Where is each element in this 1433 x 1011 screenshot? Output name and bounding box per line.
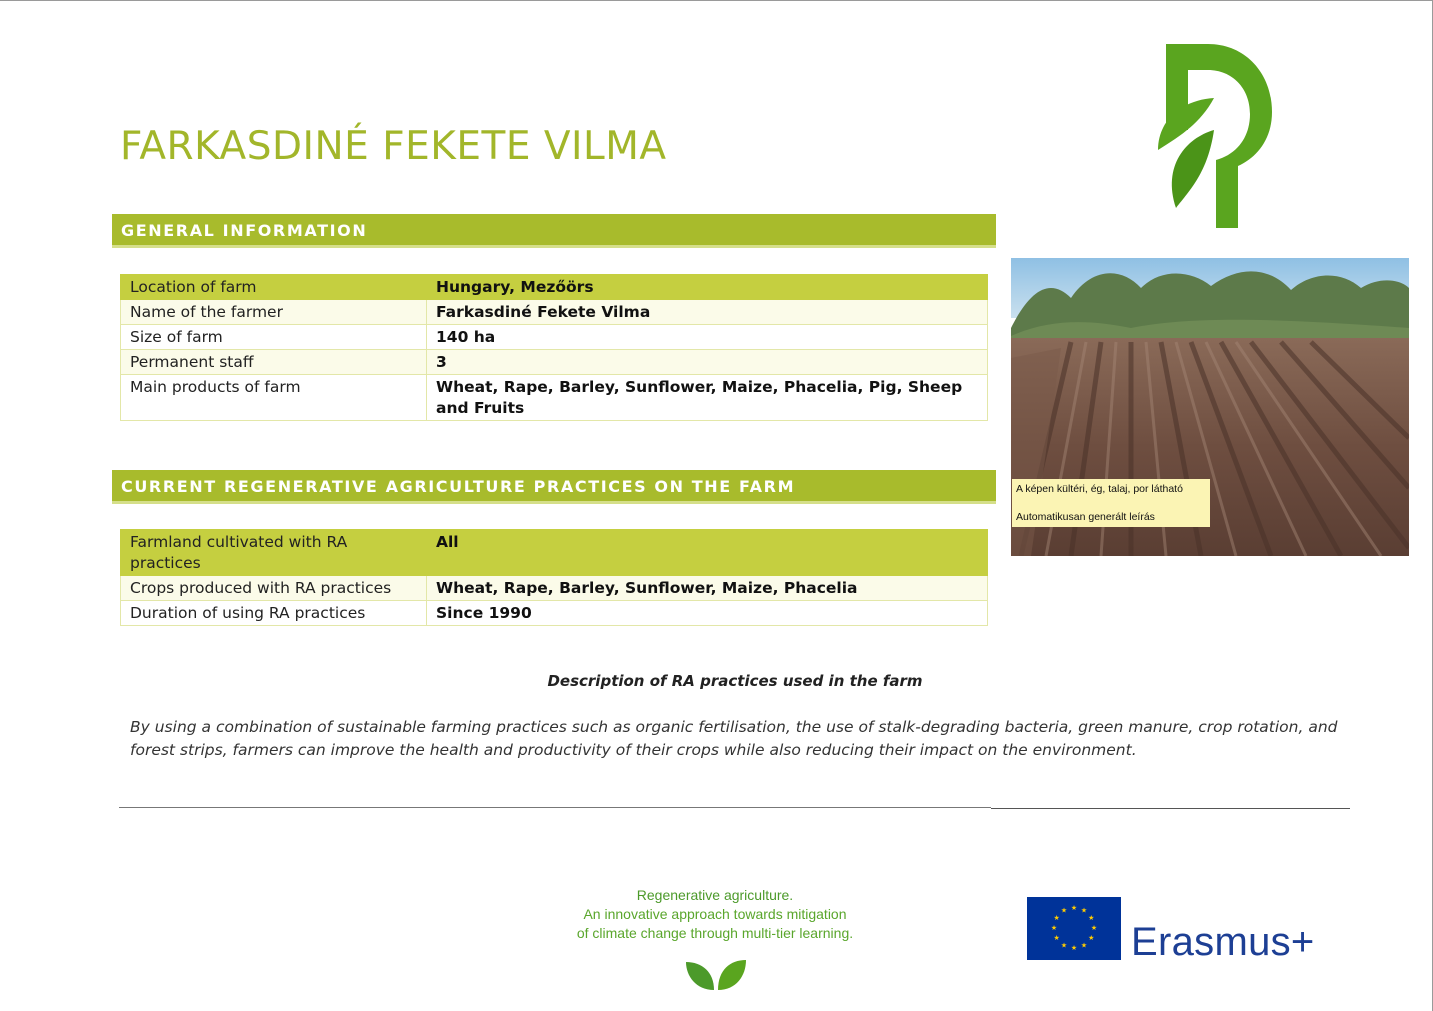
table-row (121, 325, 988, 350)
description-body: By using a combination of sustainable farming practices such as organic fertilisation, the use of stalk-degrading bacteria, green manure, crop rotation, and forest strips, farmers can improve the health and productivity of their crops while also reducing their impact on the environment. (130, 718, 1338, 759)
row-value: Since 1990 (427, 601, 988, 626)
row-value: Wheat, Rape, Barley, Sunflower, Maize, Phacelia, Pig, Sheep and Fruits (427, 375, 988, 421)
footer-divider (991, 808, 1350, 809)
tagline-line: An innovative approach towards mitigation (583, 906, 847, 922)
row-value: All (427, 530, 988, 576)
svg-text:★: ★ (1080, 941, 1088, 950)
svg-text:★: ★ (1060, 906, 1068, 915)
svg-text:★: ★ (1053, 934, 1060, 942)
row-value: 3 (427, 350, 988, 375)
row-label: Crops produced with RA practices (121, 576, 427, 601)
erasmus-plus-logo: Erasmus+ (1131, 920, 1315, 964)
svg-text:★: ★ (1088, 914, 1095, 922)
row-value: Hungary, Mezőörs (427, 275, 988, 300)
eu-flag-icon (1027, 897, 1121, 960)
table-row (121, 576, 988, 601)
row-value: Wheat, Rape, Barley, Sunflower, Maize, Phacelia (427, 576, 988, 601)
ra-practices-table (120, 529, 988, 626)
svg-text:★: ★ (1080, 906, 1088, 915)
section-heading-ra-practices: CURRENT REGENERATIVE AGRICULTURE PRACTICES ON THE FARM (112, 470, 996, 504)
page-title: FARKASDINÉ FEKETE VILMA (120, 124, 667, 169)
svg-text:★: ★ (1090, 924, 1098, 932)
table-row (121, 275, 988, 300)
tagline-line: of climate change through multi-tier learning. (576, 925, 854, 941)
regenerative-logo-icon (1152, 40, 1276, 232)
table-row (121, 300, 988, 325)
page-border-top (0, 0, 1433, 1)
row-label: Size of farm (121, 325, 427, 350)
project-tagline (540, 886, 890, 943)
svg-text:★: ★ (1088, 934, 1095, 942)
leaves-icon (686, 956, 746, 992)
row-value: Farkasdiné Fekete Vilma (427, 300, 988, 325)
row-label: Location of farm (121, 275, 427, 300)
svg-text:★: ★ (1050, 924, 1058, 932)
tagline-line: Regenerative agriculture. (636, 887, 794, 903)
table-row (121, 375, 988, 421)
alt-text-line: Automatikusan generált leírás (1016, 511, 1155, 523)
table-row (121, 350, 988, 375)
row-label: Permanent staff (121, 350, 427, 375)
table-row (121, 601, 988, 626)
row-label: Farmland cultivated with RA practices (121, 530, 427, 576)
table-row (121, 530, 988, 576)
row-label: Main products of farm (121, 375, 427, 421)
svg-text:★: ★ (1070, 944, 1078, 952)
svg-text:★: ★ (1070, 904, 1078, 912)
row-label: Name of the farmer (121, 300, 427, 325)
description-heading: Description of RA practices used in the farm (547, 672, 923, 690)
row-value: 140 ha (427, 325, 988, 350)
svg-text:★: ★ (1053, 914, 1060, 922)
general-info-table (120, 274, 988, 421)
row-label: Duration of using RA practices (121, 601, 427, 626)
section-heading-general: GENERAL INFORMATION (112, 214, 996, 248)
footer-divider (119, 807, 991, 808)
image-alt-text-tooltip (1012, 479, 1210, 527)
svg-text:★: ★ (1060, 941, 1068, 950)
alt-text-line: A képen kültéri, ég, talaj, por látható (1016, 483, 1183, 495)
